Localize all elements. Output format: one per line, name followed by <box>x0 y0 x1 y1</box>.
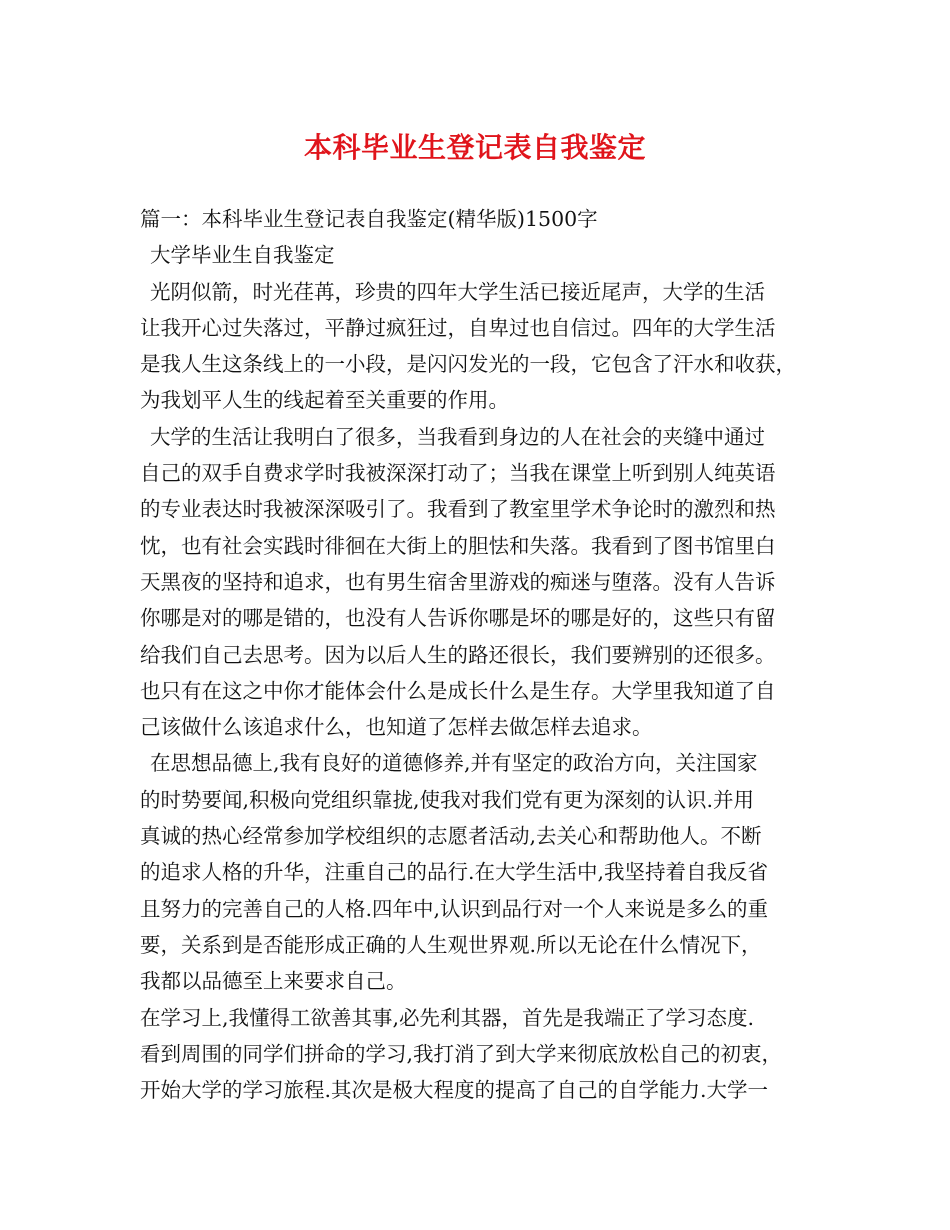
paragraph-line: 你哪是对的哪是错的，也没有人告诉你哪是坏的哪是好的，这些只有留 <box>140 606 776 631</box>
paragraph-line: 给我们自己去思考。因为以后人生的路还很长，我们要辨别的还很多。 <box>140 642 776 667</box>
paragraph-line: 己该做什么该追求什么，也知道了怎样去做怎样去追求。 <box>140 715 653 740</box>
document-title: 本科毕业生登记表自我鉴定 <box>303 131 646 164</box>
paragraph-line: 也只有在这之中你才能体会什么是成长什么是生存。大学里我知道了自 <box>140 678 776 703</box>
paragraph-line: 要，关系到是否能形成正确的人生观世界观.所以无论在什么情况下， <box>140 932 762 957</box>
paragraph-line: 在学习上,我懂得工欲善其事,必先利其器，首先是我端正了学习态度. <box>140 1005 755 1030</box>
paragraph-line: 真诚的热心经常参加学校组织的志愿者活动,去关心和帮助他人。不断 <box>140 824 762 849</box>
paragraph-line: 的时势要闻,积极向党组织靠拢,使我对我们党有更为深刻的认识.并用 <box>140 787 755 812</box>
paragraph-line: 大学的生活让我明白了很多，当我看到身边的人在社会的夹缝中通过 <box>150 424 765 449</box>
paragraph-line: 忱，也有社会实践时徘徊在大街上的胆怯和失落。我看到了图书馆里白 <box>140 533 776 558</box>
subheading: 大学毕业生自我鉴定 <box>150 243 335 268</box>
section-heading: 篇一：本科毕业生登记表自我鉴定(精华版)1500字 <box>140 207 598 231</box>
paragraph-line: 且努力的完善自己的人格.四年中,认识到品行对一个人来说是多么的重 <box>140 896 769 921</box>
document-body <box>140 201 840 1108</box>
paragraph-line: 光阴似箭，时光荏苒，珍贵的四年大学生活已接近尾声，大学的生活 <box>150 279 765 304</box>
paragraph-line: 我都以品德至上来要求自己。 <box>140 969 407 994</box>
paragraph-line: 为我划平人生的线起着至关重要的作用。 <box>140 388 509 413</box>
paragraph-line: 天黑夜的坚持和追求，也有男生宿舍里游戏的痴迷与堕落。没有人告诉 <box>140 569 776 594</box>
paragraph-line: 是我人生这条线上的一小段，是闪闪发光的一段，它包含了汗水和收获， <box>140 352 796 377</box>
paragraph-line: 开始大学的学习旅程.其次是极大程度的提高了自己的自学能力.大学一 <box>140 1078 769 1103</box>
paragraph-line: 看到周围的同学们拼命的学习,我打消了到大学来彻底放松自己的初衷， <box>140 1041 783 1066</box>
paragraph-line: 自己的双手自费求学时我被深深打动了；当我在课堂上听到别人纯英语 <box>140 461 776 486</box>
paragraph-line: 让我开心过失落过，平静过疯狂过，自卑过也自信过。四年的大学生活 <box>140 315 776 340</box>
paragraph-line: 的追求人格的升华，注重自己的品行.在大学生活中,我坚持着自我反省 <box>140 860 769 885</box>
paragraph-line: 在思想品德上,我有良好的道德修养,并有坚定的政治方向，关注国家 <box>150 751 758 776</box>
paragraph-line: 的专业表达时我被深深吸引了。我看到了教室里学术争论时的激烈和热 <box>140 497 776 522</box>
